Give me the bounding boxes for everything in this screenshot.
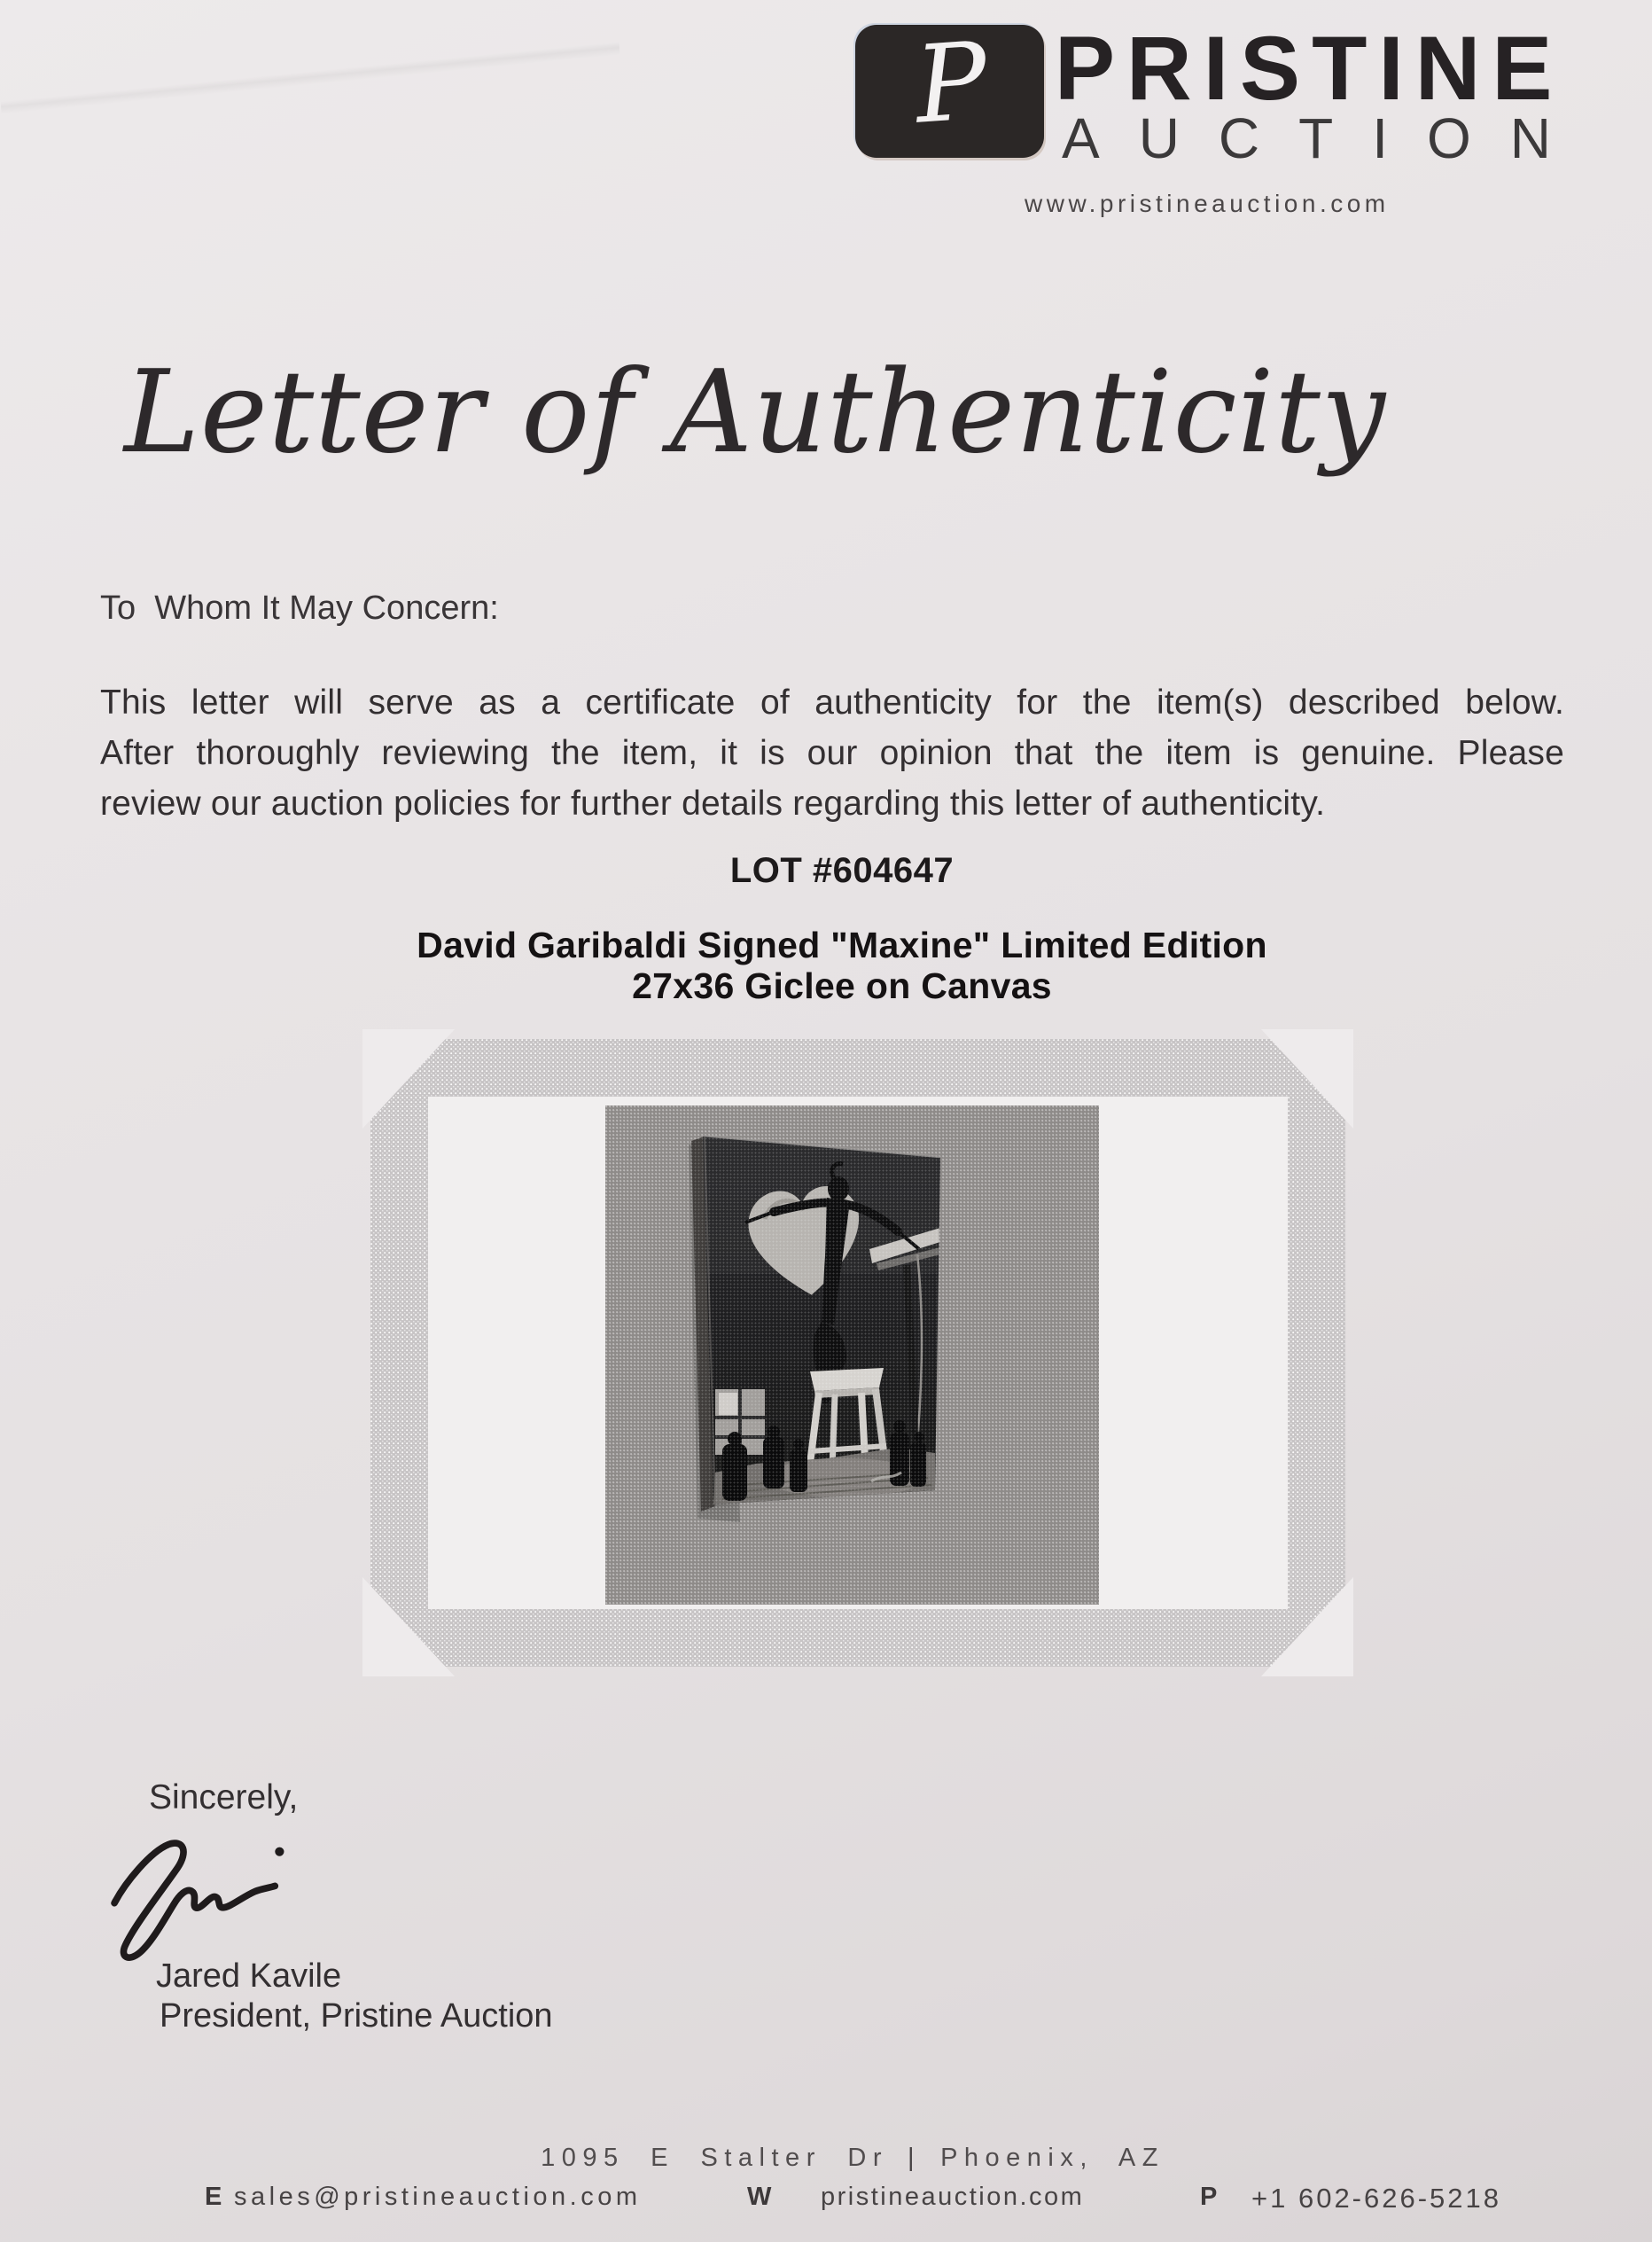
body-line-3: review our auction policies for further details regarding this letter of authenticity. bbox=[100, 785, 1326, 823]
item-title-line-2: 27x36 Giclee on Canvas bbox=[632, 965, 1052, 1006]
pristine-logo-tile bbox=[855, 20, 1044, 158]
photo-mat bbox=[370, 1039, 1345, 1667]
phone-label: P bbox=[1200, 2183, 1219, 2211]
signer-name: Jared Kavile bbox=[156, 1957, 342, 1995]
paper-crease bbox=[0, 33, 621, 121]
closing: Sincerely, bbox=[149, 1778, 299, 1816]
footer-separator: | bbox=[908, 2144, 922, 2172]
website-label: W bbox=[747, 2183, 773, 2211]
brand-name-pristine: PRISTINE bbox=[1055, 18, 1564, 119]
signer-title: President, Pristine Auction bbox=[160, 1997, 553, 2035]
website-value: pristineauction.com bbox=[821, 2183, 1085, 2211]
pristine-monogram-icon: P bbox=[911, 20, 992, 148]
footer-city: Phoenix, AZ bbox=[940, 2144, 1165, 2172]
brand-website: www.pristineauction.com bbox=[1025, 190, 1390, 217]
letter-title: Letter of Authenticity bbox=[124, 347, 1387, 479]
email-value: sales@pristineauction.com bbox=[234, 2183, 642, 2211]
signature-image bbox=[97, 1817, 324, 1966]
artwork-illustration bbox=[605, 1105, 1099, 1605]
artwork-photo bbox=[605, 1105, 1099, 1605]
email-label: E bbox=[205, 2183, 223, 2211]
footer-contact-line bbox=[0, 2183, 1652, 2218]
item-title-line-1: David Garibaldi Signed "Maxine" Limited Edition bbox=[417, 925, 1267, 965]
brand-name-auction: AUCTION bbox=[1062, 106, 1590, 170]
body-line-2: After thoroughly reviewing the item, it is our opinion that the item is genuine. Please bbox=[100, 734, 1564, 772]
body-line-1: This letter will serve as a certificate of authenticity for the item(s) described below. bbox=[100, 684, 1564, 722]
salutation: To Whom It May Concern: bbox=[100, 590, 499, 627]
phone-value: +1 602-626-5218 bbox=[1251, 2183, 1502, 2214]
lot-number: LOT #604647 bbox=[729, 851, 955, 890]
footer-street: 1095 E Stalter Dr bbox=[541, 2144, 889, 2172]
footer-address-line bbox=[27, 2144, 1652, 2173]
photo-inner-mount bbox=[428, 1097, 1288, 1609]
